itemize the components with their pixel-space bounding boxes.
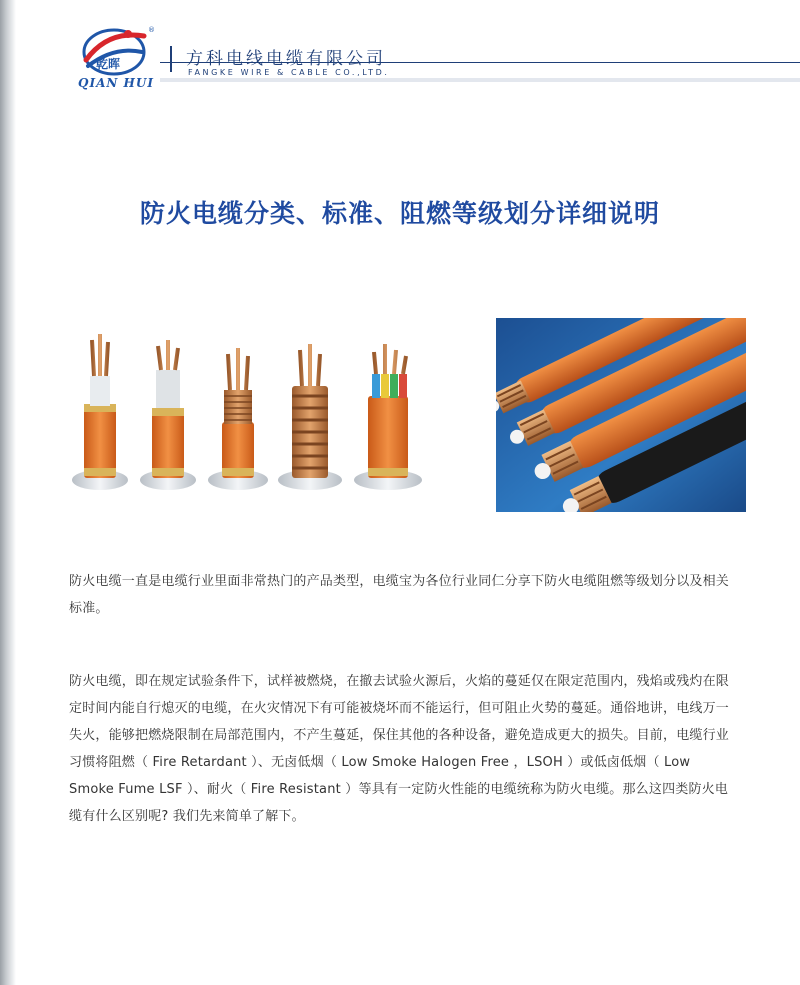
company-name-cn: 方科电线电缆有限公司 [186, 49, 386, 69]
brand-name: QIAN HUI [78, 76, 154, 90]
page-spine-shadow [0, 0, 16, 985]
cable-closeup-image [496, 318, 746, 512]
header-divider [170, 46, 172, 72]
svg-text:乾晖: 乾晖 [96, 57, 121, 71]
cable-samples-image [70, 330, 450, 500]
intro-paragraph: 防火电缆一直是电缆行业里面非常热门的产品类型，电缆宝为各位行业同仁分享下防火电缆阻燃等级划分以及相关标准。 [69, 574, 730, 616]
header-band [160, 78, 800, 82]
svg-text:®: ® [148, 26, 155, 34]
definition-paragraph: 防火电缆，即在规定试验条件下，试样被燃烧，在撤去试验火源后，火焰的蔓延仅在限定范围内，残焰或残灼在限定时间内能自行熄灭的电缆，在火灾情况下有可能被烧坏而不能运行，但可阻止火势的蔓延。通俗地讲，电线万一失火，能够把燃烧限制在局部范围内，不产生蔓延，保住其他的各种设备，避免造成更大的损失。目前，电缆行业习惯将阻燃（ Fire Retardant ）、无卤低烟（ Low Smoke Halogen Free ，LSOH ）或低卤低烟（ Low Smoke Fume LSF ）、耐火（ Fire Resistant ）等具有一定防火性能的电缆统称为防火电缆。那么这四类防火电缆有什么区别呢? 我们先来简单了解下。 [69, 674, 730, 824]
company-name-en: FANGKE WIRE & CABLE CO.,LTD. [188, 68, 390, 77]
article-title: 防火电缆分类、标准、阻燃等级划分详细说明 [139, 199, 660, 228]
